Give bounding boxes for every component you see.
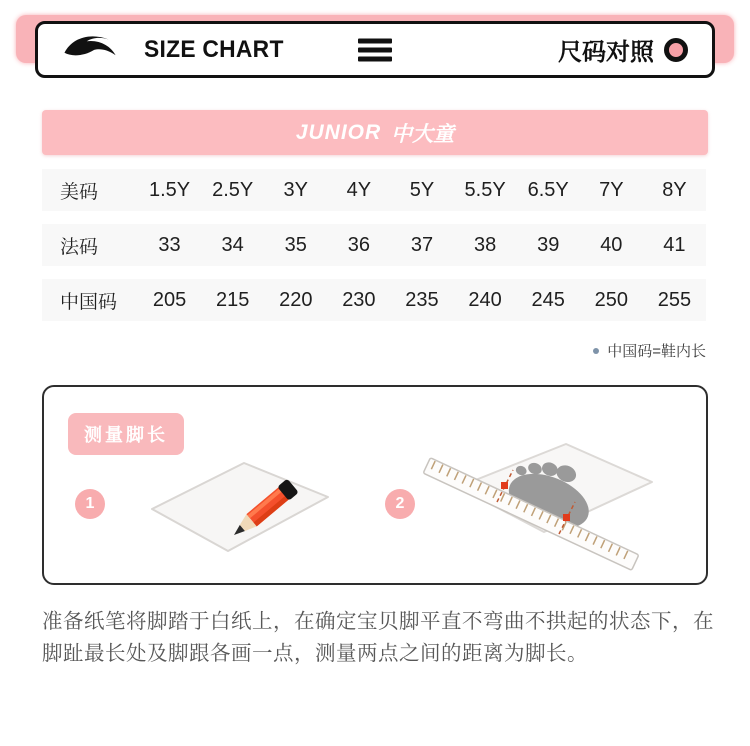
table-row [42,279,706,321]
measure-instructions: 准备纸笔将脚踏于白纸上，在确定宝贝脚平直不弯曲不拱起的状态下，在脚趾最长处及脚跟各画一点，测量两点之间的距离为脚长。 [42,610,714,665]
table-row [42,169,706,211]
size-cell: 215 [215,288,250,311]
page-title: SIZE CHART [144,35,284,63]
bullet-dot-icon [593,348,599,354]
header-left [62,30,291,69]
header-right [558,32,688,67]
hamburger-menu-icon[interactable] [358,38,392,61]
size-cell: 255 [657,288,692,311]
size-note [593,340,706,361]
size-cell: 40 [600,233,623,256]
size-cell: 33 [158,233,181,256]
size-cell: 4Y [346,178,372,201]
anta-logo-icon [62,30,128,69]
row-header: 法码 [60,236,99,258]
size-cell: 205 [152,288,187,311]
size-cell: 250 [594,288,628,311]
measure-box-label: 测量脚长 [68,413,184,455]
size-cell: 39 [537,233,560,256]
banner-title-cn: 中大童 [391,122,455,146]
size-cell: 8Y [662,178,687,201]
size-cell: 220 [279,288,313,311]
size-cell: 34 [221,233,244,256]
size-cell: 5Y [409,178,435,201]
paper-pencil-illustration [142,447,347,570]
header-bar [35,21,715,78]
note-text: 中国码=鞋内长 [607,343,706,360]
size-cell: 1.5Y [148,178,191,201]
row-header: 中国码 [60,291,118,313]
size-table [42,169,706,334]
banner-title-en: JUNIOR [295,120,382,144]
footprint-ruler-illustration [416,432,666,582]
size-cell: 3Y [283,178,308,201]
size-cell: 37 [410,233,434,256]
size-cell: 41 [663,233,686,256]
row-header: 美码 [60,181,99,203]
size-cell: 5.5Y [464,178,506,201]
size-cell: 36 [347,233,370,256]
size-cell: 245 [531,288,565,311]
measure-foot-box [42,385,708,585]
table-row [42,224,706,266]
size-cell: 38 [473,233,497,256]
size-cell: 235 [405,288,439,311]
size-cell: 240 [468,288,502,311]
size-cell: 2.5Y [212,178,254,201]
size-cell: 7Y [599,178,624,201]
size-cell: 6.5Y [527,178,569,201]
size-chart-cn-label: 尺码对照 [558,39,654,66]
category-banner [42,110,708,155]
step-2-badge: 2 [385,489,415,519]
size-cell: 35 [284,233,307,256]
step-1-badge: 1 [75,489,105,519]
donut-circle-icon [664,38,688,62]
size-cell: 230 [342,288,376,311]
